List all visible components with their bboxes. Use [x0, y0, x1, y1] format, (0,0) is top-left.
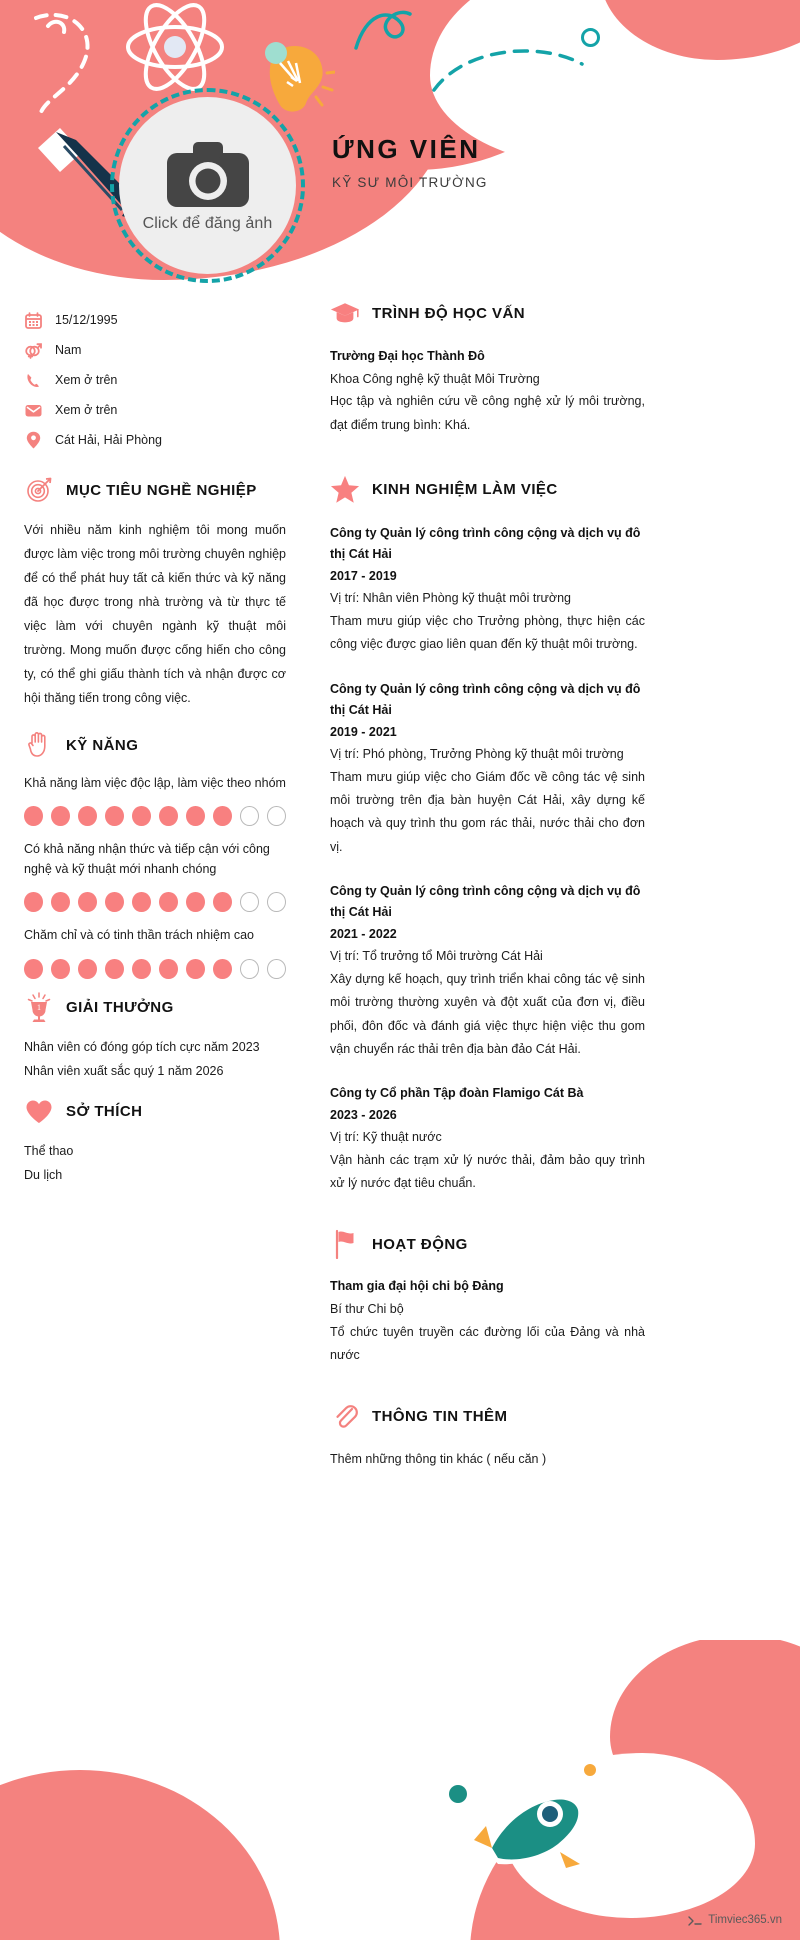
calendar-icon [24, 311, 42, 329]
awards-list [24, 1035, 286, 1083]
section-header-objective [24, 475, 286, 505]
award-item[interactable]: Nhân viên có đóng góp tích cực năm 2023 [24, 1039, 260, 1054]
section-header-activities [330, 1229, 645, 1259]
experience-org: Công ty Quản lý công trình công cộng và dịch vụ đô thị Cát Hải [330, 681, 641, 717]
contact-item-email[interactable] [24, 395, 286, 425]
education-school: Trường Đại học Thành Đô [330, 349, 485, 363]
education-detail: Học tập và nghiên cứu về công nghệ xử lý môi trường, đạt điểm trung bình: Khá. [330, 394, 645, 432]
experience-entry[interactable] [330, 1083, 645, 1195]
section-title-additional: THÔNG TIN THÊM [372, 1407, 508, 1425]
skill-label: Có khả năng nhận thức và tiếp cận với công nghệ và kỹ thuật mới nhanh chóng [24, 842, 270, 876]
dashed-swirl-icon [22, 4, 112, 124]
skill-list [24, 774, 286, 979]
footer-brand-label: Timviec365.vn [708, 1914, 782, 1926]
skill-label: Khả năng làm việc độc lập, làm việc theo nhóm [24, 776, 286, 790]
section-title-skills: KỸ NĂNG [66, 736, 139, 754]
activities-description: Tổ chức tuyên truyền các đường lối của Đảng và nhà nước [330, 1324, 645, 1362]
candidate-name[interactable]: ỨNG VIÊN [332, 134, 481, 164]
hobbies-list [24, 1139, 286, 1187]
activities-entry[interactable] [330, 1276, 645, 1367]
hobby-item[interactable]: Thể thao [24, 1143, 74, 1158]
experience-date: 2019 - 2021 [330, 724, 397, 739]
star-icon [330, 475, 360, 505]
award-item[interactable]: Nhân viên xuất sắc quý 1 năm 2026 [24, 1063, 224, 1078]
education-entry[interactable] [330, 346, 645, 437]
experience-position: Vị trí: Nhân viên Phòng kỹ thuật môi trường [330, 591, 571, 606]
education-faculty: Khoa Công nghệ kỹ thuật Môi Trường [330, 371, 540, 386]
section-header-additional [330, 1401, 645, 1431]
contact-value-email: Xem ở trên [55, 403, 118, 417]
paperclip-icon [330, 1401, 360, 1431]
name-block [332, 133, 662, 190]
contact-list [24, 305, 286, 455]
pink-blob-bottom-left [0, 1770, 280, 1940]
experience-date: 2023 - 2026 [330, 1107, 397, 1122]
contact-item-birthday[interactable] [24, 305, 286, 335]
rocket-icon [440, 1752, 610, 1882]
footer-brand[interactable] [688, 1914, 782, 1926]
section-title-objective: MỤC TIÊU NGHỀ NGHIỆP [66, 481, 257, 499]
objective-text[interactable]: Với nhiều năm kinh nghiệm tôi mong muốn được làm việc trong môi trường chuyên nghiệp để có thể phát huy tất cả kiến thức và kỹ năng đã học được trong nhà trường và từ thực tế việc làm với chuyên ngành kỹ thuật môi trường. Mong muốn được cống hiến cho công ty, có thể ghi giấu thành tích và nhận được cơ hội thăng tiến trong công việc. [24, 523, 286, 705]
section-title-education: TRÌNH ĐỘ HỌC VẤN [372, 304, 526, 322]
section-title-hobbies: SỞ THÍCH [66, 1103, 143, 1120]
experience-org: Công ty Quản lý công trình công cộng và dịch vụ đô thị Cát Hải [330, 525, 641, 562]
contact-value-location: Cát Hải, Hải Phòng [55, 433, 163, 447]
section-header-awards [24, 993, 286, 1023]
section-header-skills [24, 730, 286, 760]
additional-text[interactable]: Thêm những thông tin khác ( nếu căn ) [330, 1452, 547, 1466]
hobby-item[interactable]: Du lịch [24, 1167, 63, 1182]
experience-position: Vị trí: Tổ trưởng tổ Môi trường Cát Hải [330, 949, 543, 964]
experience-description: Tham mưu giúp việc cho Giám đốc về công tác vệ sinh môi trường trên địa bàn huyện Cát Hải, xây dựng kế hoạch và quy trình thu gom rác thải, nước thải cho đơn vị. [330, 769, 645, 854]
skill-rating-dots[interactable] [24, 892, 286, 912]
section-title-experience: KINH NGHIỆM LÀM VIỆC [372, 481, 558, 499]
bottom-decoration-band [0, 1640, 800, 1940]
atom-icon [120, 0, 230, 95]
left-column [24, 305, 286, 1187]
section-header-experience [330, 475, 645, 505]
skill-rating-dots[interactable] [24, 806, 286, 826]
skill-item[interactable] [24, 926, 286, 978]
experience-entry[interactable] [330, 881, 645, 1061]
heart-icon [24, 1097, 54, 1127]
skill-label: Chăm chỉ và có tinh thần trách nhiệm cao [24, 928, 254, 943]
contact-item-gender[interactable] [24, 335, 286, 365]
email-icon [24, 401, 42, 419]
section-header-hobbies [24, 1097, 286, 1127]
phone-icon [24, 371, 42, 389]
location-icon [24, 431, 42, 449]
experience-list [330, 523, 645, 1196]
contact-value-phone: Xem ở trên [55, 373, 118, 387]
graduation-cap-icon [330, 298, 360, 328]
contact-item-phone[interactable] [24, 365, 286, 395]
contact-value-birthday: 15/12/1995 [55, 313, 118, 327]
trophy-icon [24, 993, 54, 1023]
experience-position: Vị trí: Kỹ thuật nước [330, 1130, 442, 1144]
experience-date: 2017 - 2019 [330, 568, 397, 583]
avatar-upload-label: Click để đăng ảnh [142, 214, 273, 232]
activities-position: Bí thư Chi bộ [330, 1301, 404, 1316]
activities-org: Tham gia đại hội chi bộ Đảng [330, 1279, 504, 1294]
target-icon [24, 475, 54, 505]
candidate-role[interactable]: KỸ SƯ MÔI TRƯỜNG [332, 174, 488, 190]
experience-description: Tham mưu giúp việc cho Trưởng phòng, thực hiện các công việc được giao liên quan đến kỹ thuật môi trường. [330, 614, 645, 652]
section-header-education [330, 298, 645, 328]
section-title-activities: HOẠT ĐỘNG [372, 1235, 468, 1253]
hand-icon [24, 730, 54, 760]
brand-logo-icon [688, 1914, 702, 1926]
teal-squiggle-icon [348, 0, 418, 60]
experience-position: Vị trí: Phó phòng, Trưởng Phòng kỹ thuật môi trường [330, 747, 624, 761]
svg-text:1: 1 [37, 1002, 41, 1012]
right-column [330, 298, 645, 1471]
contact-item-location[interactable] [24, 425, 286, 455]
flag-icon [330, 1229, 360, 1259]
experience-org: Công ty Quản lý công trình công cộng và dịch vụ đô thị Cát Hải [330, 883, 641, 920]
section-title-awards: GIẢI THƯỞNG [66, 999, 174, 1016]
experience-entry[interactable] [330, 679, 645, 859]
camera-icon [165, 139, 251, 209]
experience-date: 2021 - 2022 [330, 926, 397, 941]
skill-rating-dots[interactable] [24, 959, 286, 979]
experience-description: Xây dựng kế hoạch, quy trình triển khai công tác vệ sinh môi trường thường xuyên và đột xuất của đơn vị, điều phối, đôn đốc và đánh giá việc thực hiện việc thu gom vận chuyển rác thải trên địa bàn đảo Cát Hải. [330, 972, 645, 1056]
skill-item[interactable] [24, 774, 286, 826]
experience-description: Vận hành các trạm xử lý nước thải, đảm bảo quy trình xử lý nước đạt tiêu chuẩn. [330, 1152, 645, 1190]
contact-value-gender: Nam [55, 343, 82, 357]
avatar-inner-circle[interactable] [119, 97, 296, 274]
teal-dashed-arc-icon [430, 40, 590, 100]
avatar-upload[interactable] [110, 88, 305, 283]
skill-item[interactable] [24, 840, 286, 912]
experience-org: Công ty Cổ phần Tập đoàn Flamigo Cát Bà [330, 1086, 584, 1100]
gender-icon [24, 341, 42, 359]
experience-entry[interactable] [330, 523, 645, 657]
